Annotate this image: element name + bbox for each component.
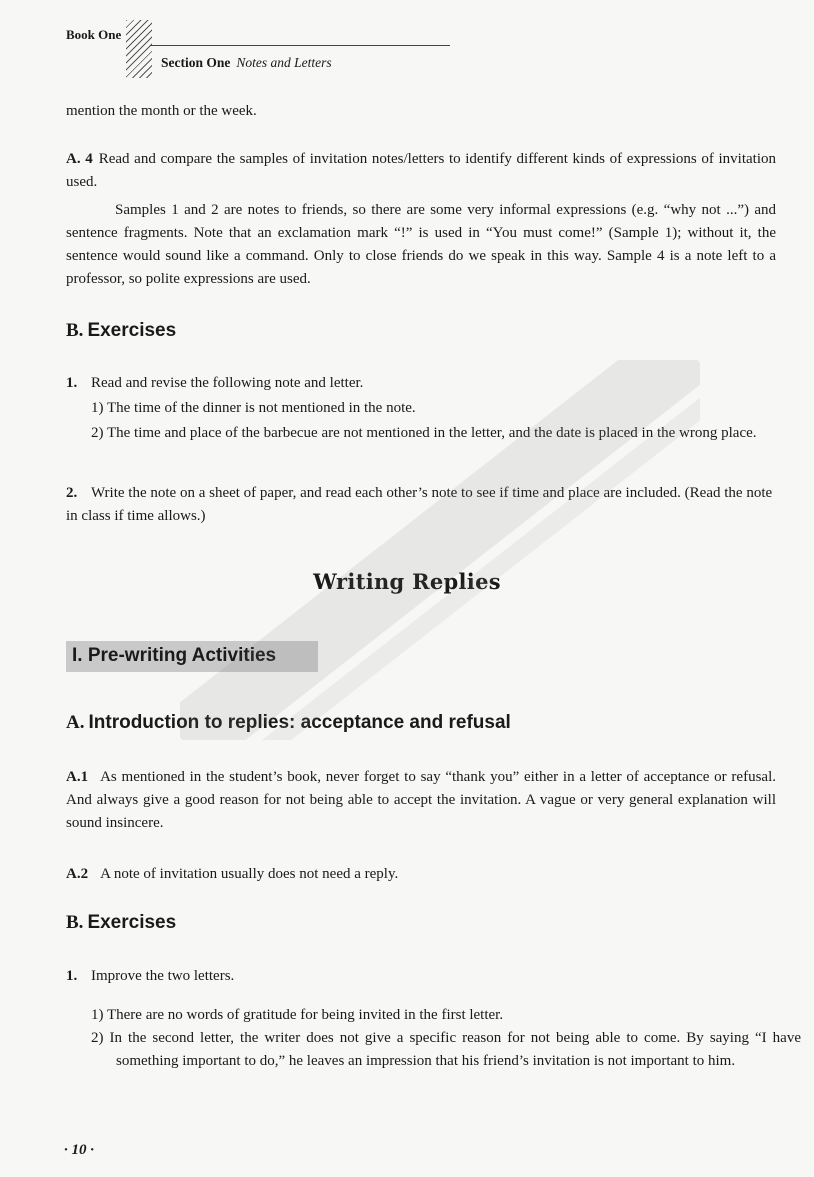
exercise-number: 2. [66,485,78,501]
heading-exercises-2 [66,912,176,934]
a1-label: A.1 [66,769,89,785]
exercise-3-sub-1: 1) There are no words of gratitude for being invited in the first letter. [91,1007,504,1023]
heading-introduction [66,712,511,734]
heading-prewriting: I. Pre-writing Activities [72,645,277,666]
heading-letter: A. [66,712,85,733]
section-title: Writing Replies [313,569,501,594]
paragraph-continuation: mention the month or the week. [66,103,257,119]
exercise-3 [66,965,776,988]
exercise-text: Write the note on a sheet of paper, and read each other’s note to see if time and place are included. (Read the note in class if time allows.) [66,485,773,524]
a1-text: As mentioned in the student’s book, never forget to say “thank you” either in a letter of acceptance or refusal. And always give a good reason for not being able to accept the invitation. A vague or very general explanation will sound insincere. [66,769,776,831]
section-label-italic: Notes and Letters [236,55,332,70]
a2-label: A.2 [66,866,89,882]
heading-text: Exercises [87,912,177,933]
a2-text: A note of invitation usually does not need a reply. [100,866,399,882]
heading-text: Exercises [87,320,177,341]
exercise-text: Read and revise the following note and letter. [91,375,364,391]
heading-letter: B. [66,320,84,341]
a4-text: Read and compare the samples of invitation notes/letters to identify different kinds of expressions of invitation used. [66,151,776,190]
header-rule [150,45,450,46]
heading-exercises-1 [66,320,176,342]
exercise-text: Improve the two letters. [91,968,235,984]
paragraph-a1 [66,766,776,835]
exercise-3-sub-2: 2) In the second letter, the writer does not give a specific reason for not being able to come. By saying “I have something important to do,” he leaves an impression that his friend’s invitation is not important to him. [91,1030,801,1069]
exercise-number: 1. [66,375,78,391]
page-number: · 10 · [64,1142,94,1158]
heading-text: Introduction to replies: acceptance and refusal [88,712,511,733]
a4-label: A. 4 [66,151,93,167]
heading-letter: B. [66,912,84,933]
section-label [161,55,332,71]
paragraph-a4 [66,148,776,194]
paragraph-a4-explanation: Samples 1 and 2 are notes to friends, so there are some very informal expressions (e.g. “why not ...”) and sentence fragments. Note that an exclamation mark “!” is used in “You must come!” (Sample 1); without it, the sentence would sound like a command. Only to close friends do we speak in this way. Sample 4 is a note left to a professor, so polite expressions are used. [66,202,776,287]
exercise-1-sub-1: 1) The time of the dinner is not mentioned in the note. [91,400,416,416]
exercise-number: 1. [66,968,78,984]
section-label-bold: Section One [161,55,231,70]
exercise-1-sub-2: 2) The time and place of the barbecue are not mentioned in the letter, and the date is placed in the wrong place. [91,425,757,441]
exercise-1 [66,372,776,395]
header-hatch-decoration [126,20,152,78]
exercise-2 [66,482,776,528]
book-label: Book One [66,27,122,42]
paragraph-a2 [66,863,776,886]
